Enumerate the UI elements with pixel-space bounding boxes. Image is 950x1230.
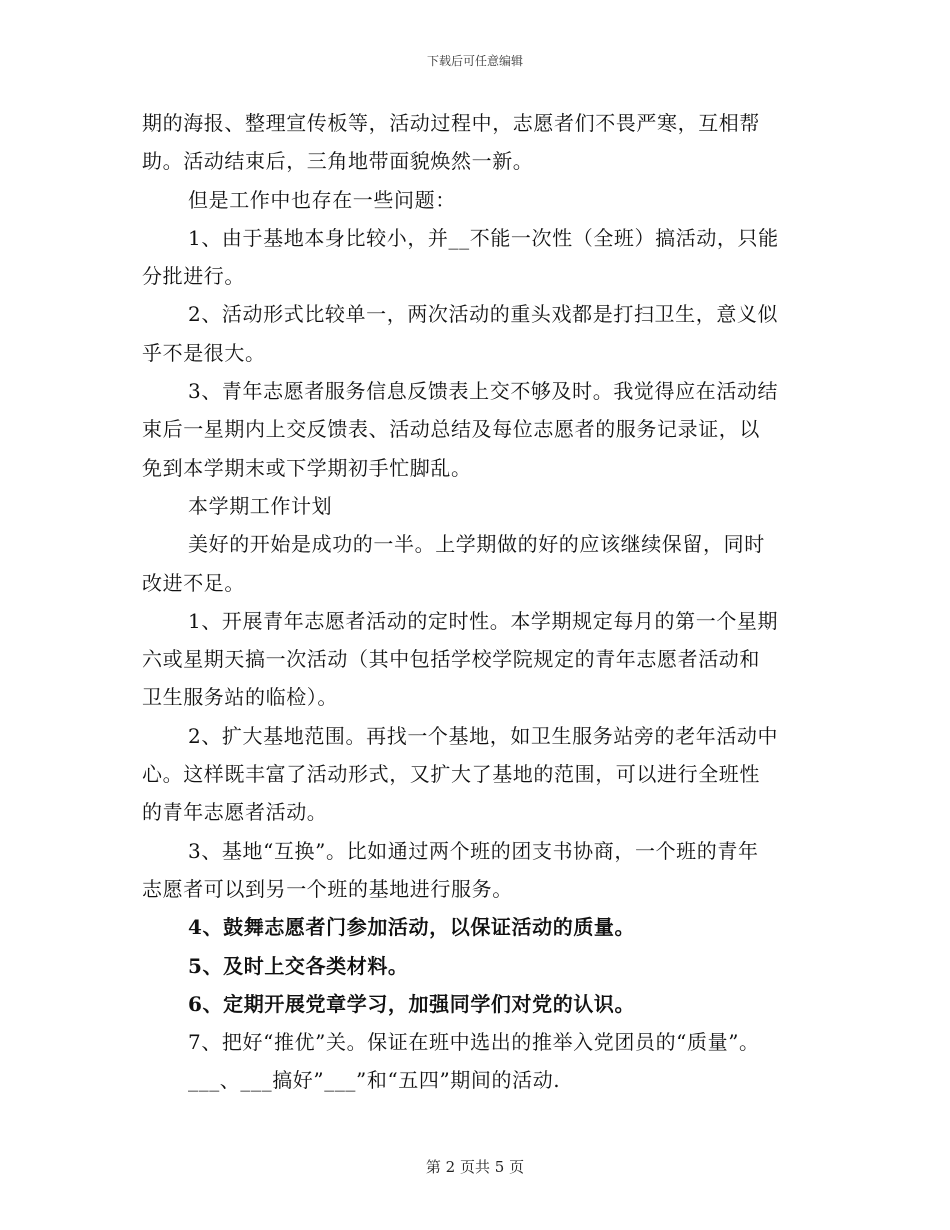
text-line: 期的海报、整理宣传板等，活动过程中，志愿者们不畏严寒，互相帮 <box>142 111 760 135</box>
section-heading: 本学期工作计划 <box>188 493 333 518</box>
text-line: 3、青年志愿者服务信息反馈表上交不够及时。我觉得应在活动结 <box>188 379 779 404</box>
text-line: 5、及时上交各类材料。 <box>188 953 409 978</box>
text-line: 但是工作中也存在一些问题： <box>188 187 456 212</box>
text-line: 束后一星期内上交反馈表、活动总结及每位志愿者的服务记录证，以 <box>142 417 760 442</box>
text-line: 心。这样既丰富了活动形式，又扩大了基地的范围，可以进行全班性 <box>142 762 760 787</box>
text-line: 乎不是很大。 <box>142 340 266 365</box>
text-line: 改进不足。 <box>142 570 245 595</box>
document-body <box>142 104 822 1100</box>
text-line: 分批进行。 <box>142 264 245 289</box>
text-line: 六或星期天搞一次活动（其中包括学校学院规定的青年志愿者活动和 <box>142 647 760 672</box>
text-line: 2、扩大基地范围。再找一个基地，如卫生服务站旁的老年活动中 <box>188 723 779 748</box>
text-line: 1、由于基地本身比较小，并__不能一次性（全班）搞活动，只能 <box>188 225 779 250</box>
text-line: 卫生服务站的临检）。 <box>142 685 338 710</box>
text-line: 3、基地“互换”。比如通过两个班的团支书协商，一个班的青年 <box>188 838 759 863</box>
text-line: 1、开展青年志愿者活动的定时性。本学期规定每月的第一个星期 <box>188 608 779 633</box>
text-line: 2、活动形式比较单一，两次活动的重头戏都是打扫卫生，意义似 <box>188 302 779 327</box>
text-line: ___、___搞好”___”和“五四”期间的活动. <box>188 1068 561 1093</box>
text-line: 免到本学期末或下学期初手忙脚乱。 <box>142 455 472 480</box>
text-line: 志愿者可以到另一个班的基地进行服务。 <box>142 876 513 901</box>
text-line: 7、把好“推优”关。保证在班中选出的推举入党团员的“质量”。 <box>188 1030 760 1055</box>
text-line: 4、鼓舞志愿者门参加活动，以保证活动的质量。 <box>188 915 636 940</box>
text-line: 助。活动结束后，三角地带面貌焕然一新。 <box>142 149 534 174</box>
page-number: 第 2 页共 5 页 <box>425 1158 525 1176</box>
text-line: 美好的开始是成功的一半。上学期做的好的应该继续保留，同时 <box>188 532 765 557</box>
page-header: 下载后可任意编辑 <box>426 54 523 68</box>
text-line: 的青年志愿者活动。 <box>142 800 328 825</box>
text-line: 6、定期开展党章学习，加强同学们对党的认识。 <box>188 991 636 1016</box>
